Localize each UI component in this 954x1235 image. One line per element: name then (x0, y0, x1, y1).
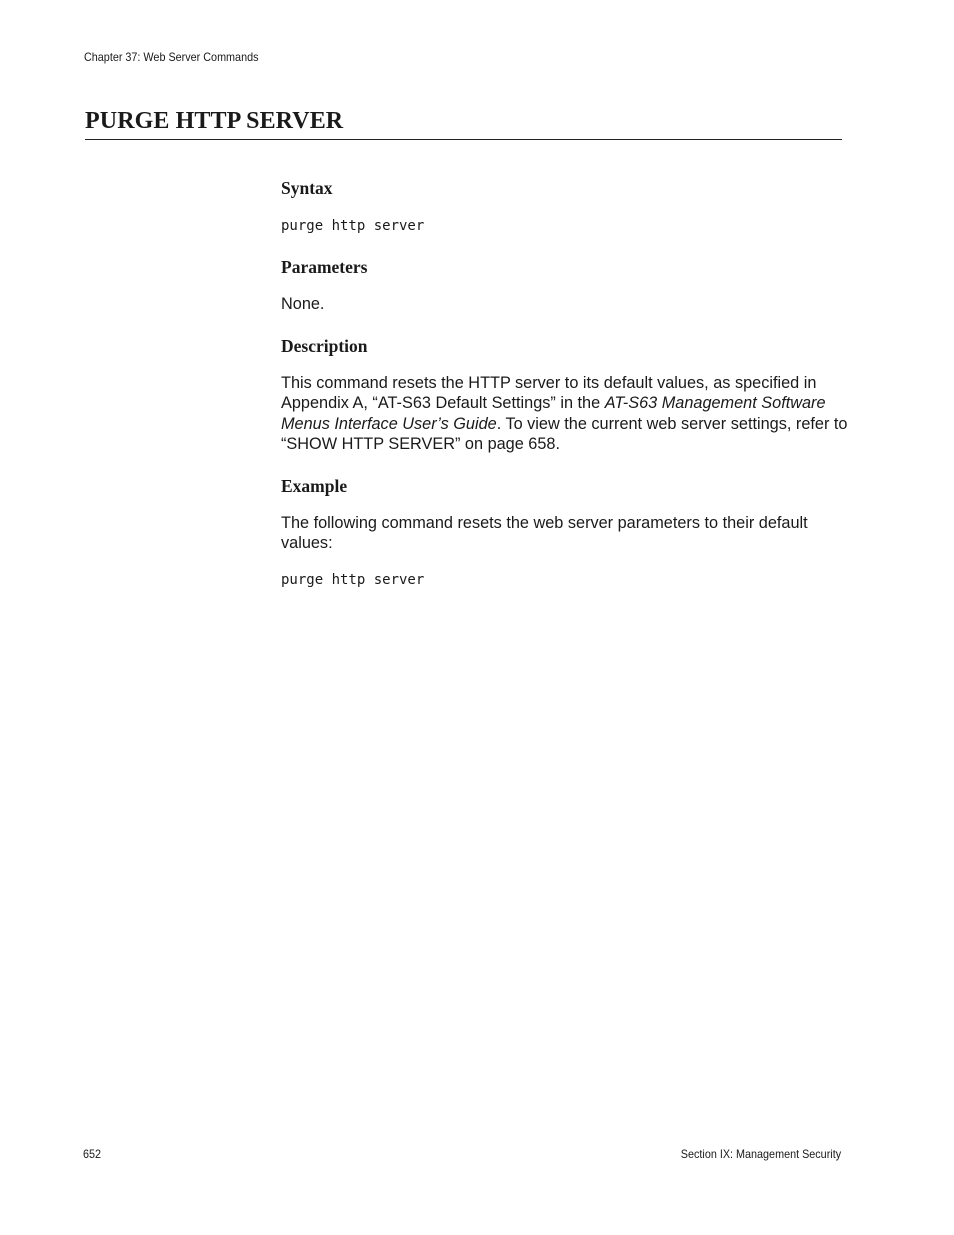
parameters-text: None. (281, 295, 325, 313)
description-text-part-1: This command resets the HTTP server to its default values, as specified in Appendix A, “AT-S63 Default Settings” in the (281, 373, 817, 412)
description-heading: Description (281, 335, 368, 356)
example-code: purge http server (281, 571, 425, 588)
guide-title: AT-S63 Management Software Menus Interface User’s Guide (281, 394, 826, 433)
page-title: PURGE HTTP SERVER (85, 108, 344, 134)
title-block (85, 106, 842, 140)
running-footer-section: Section IX: Management Security (680, 1147, 841, 1161)
syntax-code: purge http server (281, 218, 425, 234)
example-heading: Example (281, 475, 348, 496)
main-content (281, 176, 851, 590)
page-number: 652 (83, 1147, 102, 1161)
syntax-heading: Syntax (281, 178, 333, 198)
running-header: Chapter 37: Web Server Commands (84, 50, 259, 64)
parameters-heading: Parameters (281, 257, 368, 277)
description-text-part-2: . To view the current web server settings, refer to “SHOW HTTP SERVER” on page 658. (281, 414, 848, 453)
description-text (281, 373, 851, 455)
example-text: The following command resets the web server parameters to their default values: (281, 513, 808, 552)
